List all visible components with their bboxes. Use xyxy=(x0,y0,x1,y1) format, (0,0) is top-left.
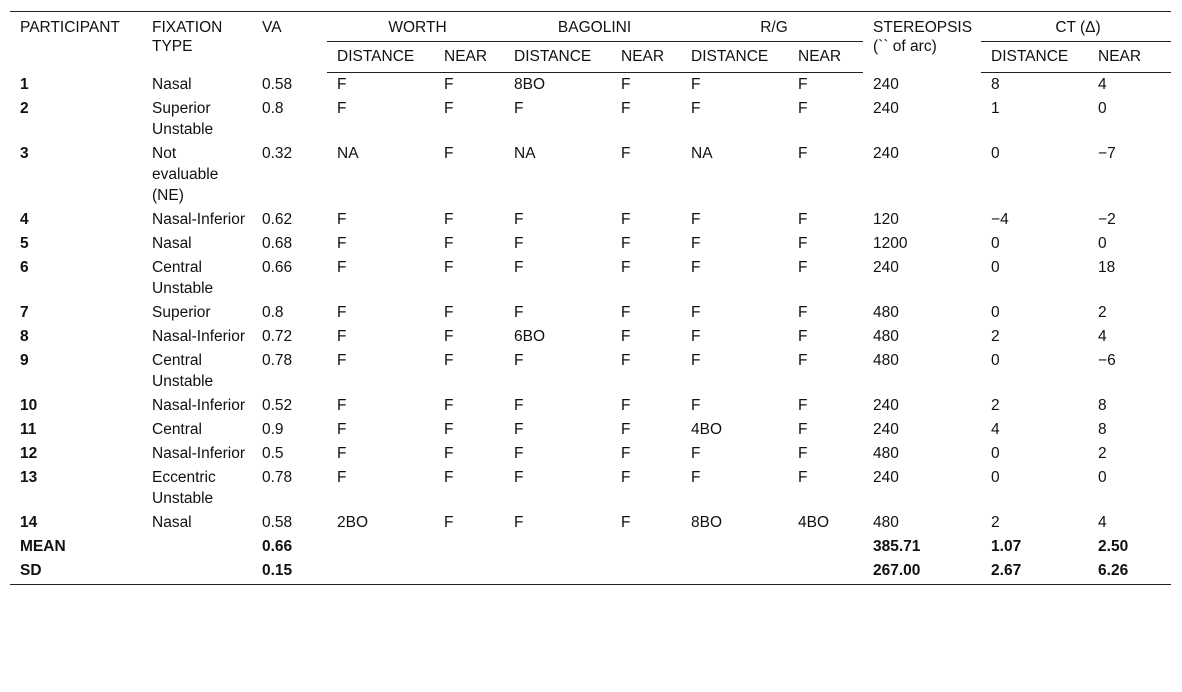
participant-cell: 4 xyxy=(20,211,29,228)
worth-distance-cell: F xyxy=(337,469,347,486)
summary-worth-distance-cell xyxy=(327,559,434,585)
participant-cell: 14 xyxy=(20,514,38,531)
header-fixation-type: FIXATION TYPE xyxy=(142,12,252,73)
rg-near-cell: F xyxy=(798,235,808,252)
worth-near-cell: F xyxy=(444,211,454,228)
table-row xyxy=(10,97,1171,142)
fixation-type-cell: Nasal-Inferior xyxy=(152,328,246,345)
bagolini-near-cell: F xyxy=(621,304,631,321)
participant-cell: 7 xyxy=(20,304,29,321)
ct-near-cell: −6 xyxy=(1098,352,1116,369)
bagolini-distance-cell: F xyxy=(514,352,524,369)
va-cell: 0.78 xyxy=(262,469,293,486)
summary-ct-near-cell: 2.50 xyxy=(1098,538,1129,555)
ct-distance-cell: 8 xyxy=(991,76,1000,93)
header-ct-distance: DISTANCE xyxy=(981,42,1088,73)
fixation-type-cell: Nasal xyxy=(152,514,192,531)
ct-near-cell: 0 xyxy=(1098,235,1107,252)
fixation-type-cell: Central Unstable xyxy=(152,259,214,297)
bagolini-near-cell: F xyxy=(621,421,631,438)
fixation-type-cell: Nasal xyxy=(152,235,192,252)
header-rg-near: NEAR xyxy=(788,42,863,73)
worth-near-cell: F xyxy=(444,259,454,276)
va-cell: 0.5 xyxy=(262,445,284,462)
rg-distance-cell: F xyxy=(691,469,701,486)
ct-near-cell: 0 xyxy=(1098,100,1107,117)
worth-distance-cell: F xyxy=(337,397,347,414)
summary-label-cell: MEAN xyxy=(20,538,66,555)
header-worth: WORTH xyxy=(327,12,504,42)
rg-distance-cell: F xyxy=(691,304,701,321)
va-cell: 0.62 xyxy=(262,211,293,228)
bagolini-distance-cell: F xyxy=(514,421,524,438)
table-row xyxy=(10,394,1171,418)
ct-distance-cell: 0 xyxy=(991,352,1000,369)
summary-ct-distance-cell: 2.67 xyxy=(981,559,1088,585)
stereopsis-cell: 120 xyxy=(873,211,899,228)
bagolini-near-cell: F xyxy=(621,259,631,276)
rg-distance-cell: F xyxy=(691,259,701,276)
rg-distance-cell: F xyxy=(691,397,701,414)
rg-distance-cell: F xyxy=(691,445,701,462)
header-va: VA xyxy=(252,12,327,73)
worth-near-cell: F xyxy=(444,352,454,369)
stereopsis-cell: 480 xyxy=(873,445,899,462)
header-worth-distance: DISTANCE xyxy=(327,42,434,73)
worth-distance-cell: F xyxy=(337,304,347,321)
participant-cell: 12 xyxy=(20,445,38,462)
participant-cell: 8 xyxy=(20,328,29,345)
fixation-type-cell: Superior Unstable xyxy=(152,100,214,138)
ct-distance-cell: 1 xyxy=(991,100,1000,117)
worth-distance-cell: F xyxy=(337,235,347,252)
ct-near-cell: 0 xyxy=(1098,469,1107,486)
rg-distance-cell: F xyxy=(691,211,701,228)
ct-near-cell: 8 xyxy=(1098,397,1107,414)
rg-near-cell: F xyxy=(798,397,808,414)
bagolini-near-cell: F xyxy=(621,514,631,531)
ct-distance-cell: 4 xyxy=(991,421,1000,438)
header-rg-distance: DISTANCE xyxy=(681,42,788,73)
worth-near-cell: F xyxy=(444,397,454,414)
table-row xyxy=(10,511,1171,535)
rg-near-cell: F xyxy=(798,445,808,462)
fixation-type-cell: Nasal-Inferior xyxy=(152,445,246,462)
summary-rg-near-cell xyxy=(788,535,863,559)
stereopsis-cell: 240 xyxy=(873,100,899,117)
worth-near-cell: F xyxy=(444,421,454,438)
rg-distance-cell: F xyxy=(691,76,701,93)
header-bagolini: BAGOLINI xyxy=(504,12,681,42)
fixation-type-cell: Eccentric Unstable xyxy=(152,469,216,507)
worth-distance-cell: F xyxy=(337,100,347,117)
rg-near-cell: F xyxy=(798,100,808,117)
header-ct: CT (Δ) xyxy=(981,12,1171,42)
header-stereopsis: STEREOPSIS (`` of arc) xyxy=(863,12,981,73)
participant-cell: 13 xyxy=(20,469,38,486)
worth-distance-cell: NA xyxy=(337,145,359,162)
worth-distance-cell: F xyxy=(337,352,347,369)
ct-distance-cell: −4 xyxy=(991,211,1009,228)
participant-cell: 9 xyxy=(20,352,29,369)
ct-near-cell: 4 xyxy=(1098,514,1107,531)
bagolini-distance-cell: F xyxy=(514,469,524,486)
ct-distance-cell: 0 xyxy=(991,445,1000,462)
ct-near-cell: −2 xyxy=(1098,211,1116,228)
worth-near-cell: F xyxy=(444,304,454,321)
rg-near-cell: F xyxy=(798,328,808,345)
rg-near-cell: F xyxy=(798,145,808,162)
participant-cell: 6 xyxy=(20,259,29,276)
ct-distance-cell: 2 xyxy=(991,328,1000,345)
va-cell: 0.8 xyxy=(262,304,284,321)
va-cell: 0.78 xyxy=(262,352,293,369)
participant-cell: 11 xyxy=(20,421,37,438)
rg-distance-cell: F xyxy=(691,352,701,369)
bagolini-distance-cell: F xyxy=(514,211,524,228)
fixation-type-cell: Nasal xyxy=(152,75,192,93)
participant-cell: 3 xyxy=(20,145,29,162)
summary-stereopsis-cell: 267.00 xyxy=(863,559,981,585)
participant-cell: 5 xyxy=(20,235,29,252)
ct-distance-cell: 0 xyxy=(991,304,1000,321)
table-row xyxy=(10,301,1171,325)
summary-va-cell: 0.66 xyxy=(262,538,293,555)
worth-near-cell: F xyxy=(444,145,454,162)
worth-near-cell: F xyxy=(444,76,454,93)
table-row xyxy=(10,142,1171,208)
header-bagolini-near: NEAR xyxy=(611,42,681,73)
table-row xyxy=(10,232,1171,256)
bagolini-near-cell: F xyxy=(621,235,631,252)
bagolini-distance-cell: 6BO xyxy=(514,328,546,345)
va-cell: 0.72 xyxy=(262,328,293,345)
rg-near-cell: F xyxy=(798,304,808,321)
summary-bagolini-near-cell xyxy=(611,535,681,559)
rg-distance-cell: 4BO xyxy=(691,421,723,438)
participants-table xyxy=(10,11,1171,585)
worth-distance-cell: F xyxy=(337,259,347,276)
ct-distance-cell: 2 xyxy=(991,397,1000,414)
rg-distance-cell: 8BO xyxy=(691,514,723,531)
bagolini-distance-cell: F xyxy=(514,397,524,414)
ct-near-cell: 8 xyxy=(1098,421,1107,438)
bagolini-near-cell: F xyxy=(621,328,631,345)
fixation-type-cell: Central Unstable xyxy=(152,352,214,390)
ct-near-cell: 2 xyxy=(1098,445,1107,462)
bagolini-near-cell: F xyxy=(621,445,631,462)
worth-distance-cell: F xyxy=(337,445,347,462)
bagolini-near-cell: F xyxy=(621,100,631,117)
worth-near-cell: F xyxy=(444,469,454,486)
va-cell: 0.58 xyxy=(262,514,293,531)
table-row xyxy=(10,73,1171,98)
summary-ct-distance-cell: 1.07 xyxy=(991,538,1022,555)
ct-distance-cell: 0 xyxy=(991,145,1000,162)
fixation-type-cell: Superior xyxy=(152,304,211,321)
stereopsis-cell: 240 xyxy=(873,75,899,93)
bagolini-distance-cell: F xyxy=(514,514,524,531)
summary-row xyxy=(10,559,1171,585)
ct-near-cell: 2 xyxy=(1098,304,1107,321)
rg-distance-cell: NA xyxy=(691,145,713,162)
ct-distance-cell: 0 xyxy=(991,235,1000,252)
bagolini-distance-cell: F xyxy=(514,235,524,252)
worth-distance-cell: F xyxy=(337,76,347,93)
bagolini-near-cell: F xyxy=(621,397,631,414)
bagolini-distance-cell: 8BO xyxy=(514,76,546,93)
bagolini-near-cell: F xyxy=(621,469,631,486)
summary-fixation-type-cell xyxy=(142,559,252,585)
stereopsis-cell: 480 xyxy=(873,352,899,369)
summary-stereopsis-cell: 385.71 xyxy=(873,538,921,555)
stereopsis-cell: 240 xyxy=(873,259,899,276)
stereopsis-cell: 240 xyxy=(873,421,899,438)
rg-near-cell: F xyxy=(798,211,808,228)
bagolini-near-cell: F xyxy=(621,76,631,93)
va-cell: 0.32 xyxy=(262,145,293,162)
ct-distance-cell: 2 xyxy=(991,514,1000,531)
va-cell: 0.9 xyxy=(262,421,284,438)
ct-near-cell: 4 xyxy=(1098,76,1107,93)
worth-near-cell: F xyxy=(444,328,454,345)
va-cell: 0.52 xyxy=(262,397,293,414)
summary-rg-near-cell xyxy=(788,559,863,585)
stereopsis-cell: 480 xyxy=(873,304,899,321)
summary-rg-distance-cell xyxy=(681,535,788,559)
summary-bagolini-distance-cell xyxy=(504,535,611,559)
summary-rg-distance-cell xyxy=(681,559,788,585)
rg-near-cell: F xyxy=(798,76,808,93)
summary-ct-near-cell: 6.26 xyxy=(1088,559,1171,585)
summary-fixation-type-cell xyxy=(142,535,252,559)
worth-distance-cell: F xyxy=(337,211,347,228)
table-row xyxy=(10,418,1171,442)
stereopsis-cell: 240 xyxy=(873,145,899,162)
worth-distance-cell: F xyxy=(337,421,347,438)
rg-distance-cell: F xyxy=(691,100,701,117)
summary-va-cell: 0.15 xyxy=(252,559,327,585)
bagolini-distance-cell: F xyxy=(514,259,524,276)
bagolini-near-cell: F xyxy=(621,352,631,369)
table-row xyxy=(10,208,1171,232)
fixation-type-cell: Nasal-Inferior xyxy=(152,397,246,414)
participant-cell: 10 xyxy=(20,397,38,414)
summary-worth-distance-cell xyxy=(327,535,434,559)
bagolini-distance-cell: F xyxy=(514,100,524,117)
rg-distance-cell: F xyxy=(691,328,701,345)
table-row xyxy=(10,349,1171,394)
summary-worth-near-cell xyxy=(434,535,504,559)
table-row xyxy=(10,442,1171,466)
rg-near-cell: F xyxy=(798,352,808,369)
participant-cell: 1 xyxy=(20,75,29,93)
ct-near-cell: −7 xyxy=(1098,145,1116,162)
summary-bagolini-near-cell xyxy=(611,559,681,585)
va-cell: 0.58 xyxy=(262,75,293,93)
bagolini-distance-cell: F xyxy=(514,445,524,462)
va-cell: 0.68 xyxy=(262,235,293,252)
ct-distance-cell: 0 xyxy=(991,259,1000,276)
va-cell: 0.8 xyxy=(262,100,284,117)
va-cell: 0.66 xyxy=(262,259,293,276)
table-container xyxy=(10,11,1171,585)
table-header xyxy=(10,12,1171,73)
header-rg: R/G xyxy=(681,12,863,42)
header-worth-near: NEAR xyxy=(434,42,504,73)
header-participant: PARTICIPANT xyxy=(10,12,142,73)
stereopsis-cell: 240 xyxy=(873,469,899,486)
header-ct-near: NEAR xyxy=(1088,42,1171,73)
fixation-type-cell: Nasal-Inferior xyxy=(152,211,246,228)
ct-distance-cell: 0 xyxy=(991,469,1000,486)
table-body xyxy=(10,73,1171,585)
rg-distance-cell: F xyxy=(691,235,701,252)
stereopsis-cell: 1200 xyxy=(873,235,908,252)
summary-label-cell: SD xyxy=(10,559,142,585)
participant-cell: 2 xyxy=(20,100,29,117)
rg-near-cell: F xyxy=(798,259,808,276)
worth-distance-cell: F xyxy=(337,328,347,345)
summary-bagolini-distance-cell xyxy=(504,559,611,585)
bagolini-near-cell: F xyxy=(621,145,631,162)
rg-near-cell: F xyxy=(798,469,808,486)
bagolini-near-cell: F xyxy=(621,211,631,228)
ct-near-cell: 4 xyxy=(1098,328,1107,345)
worth-near-cell: F xyxy=(444,235,454,252)
stereopsis-cell: 480 xyxy=(873,328,899,345)
table-row xyxy=(10,325,1171,349)
header-bagolini-distance: DISTANCE xyxy=(504,42,611,73)
worth-near-cell: F xyxy=(444,445,454,462)
ct-near-cell: 18 xyxy=(1098,259,1116,276)
fixation-type-cell: Not evaluable (NE) xyxy=(152,145,219,204)
summary-worth-near-cell xyxy=(434,559,504,585)
stereopsis-cell: 480 xyxy=(873,514,899,531)
table-row xyxy=(10,256,1171,301)
rg-near-cell: 4BO xyxy=(798,514,830,531)
bagolini-distance-cell: NA xyxy=(514,145,536,162)
bagolini-distance-cell: F xyxy=(514,304,524,321)
summary-row xyxy=(10,535,1171,559)
worth-near-cell: F xyxy=(444,514,454,531)
worth-near-cell: F xyxy=(444,100,454,117)
table-row xyxy=(10,466,1171,511)
rg-near-cell: F xyxy=(798,421,808,438)
fixation-type-cell: Central xyxy=(152,421,202,438)
worth-distance-cell: 2BO xyxy=(337,514,369,531)
stereopsis-cell: 240 xyxy=(873,397,899,414)
